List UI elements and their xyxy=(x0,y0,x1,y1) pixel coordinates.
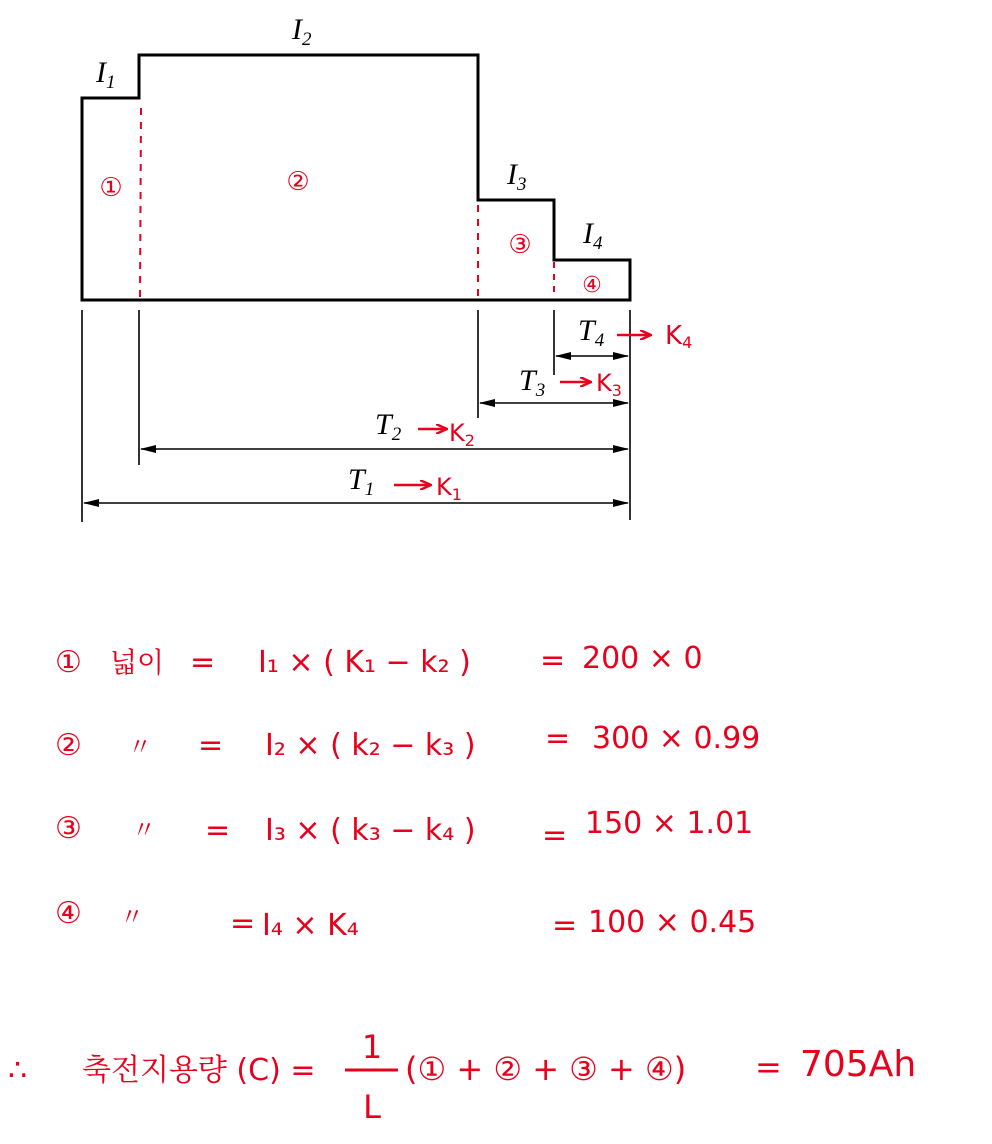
eq3-value: 150 × 1.01 xyxy=(585,806,754,841)
conclusion xyxy=(8,1028,916,1126)
eq4-expr: I₄ × K₄ xyxy=(262,908,359,943)
eq1-expr: I₁ × ( K₁ − k₂ ) xyxy=(258,645,471,680)
eq4-equals-2: = xyxy=(552,908,578,943)
label-i4: $I_4$ xyxy=(583,217,603,254)
eq3-expr: I₃ × ( k₃ − k₄ ) xyxy=(265,813,476,848)
eq2-expr: I₂ × ( k₂ − k₃ ) xyxy=(265,728,476,763)
label-k4: K4 xyxy=(665,321,693,352)
equation-1 xyxy=(55,641,703,680)
label-t4: $T_4$ xyxy=(578,314,605,351)
eq1-name: 넓이 xyxy=(110,646,165,679)
eq3-num: ③ xyxy=(55,811,82,846)
eq1-equals: = xyxy=(190,645,216,680)
eq1-num: ① xyxy=(55,645,82,680)
therefore-symbol: ∴ xyxy=(8,1053,28,1088)
eq2-equals-2: = xyxy=(545,721,571,756)
equation-2 xyxy=(55,721,760,763)
label-t3: $T_3$ xyxy=(519,364,546,401)
eq4-equals: = xyxy=(230,906,256,941)
label-k2: $K_2$ xyxy=(449,419,475,450)
eq2-name: 〃 xyxy=(128,733,152,761)
result-equals: = xyxy=(755,1048,782,1086)
region-sum: (① + ② + ③ + ④) xyxy=(405,1050,687,1088)
eq2-equals: = xyxy=(198,728,224,763)
current-profile-outline xyxy=(82,55,630,300)
fraction-denominator: L xyxy=(363,1088,381,1126)
label-t1: $T_1$ xyxy=(348,463,375,500)
region-2-label: ② xyxy=(286,167,310,197)
label-i3: $I_3$ xyxy=(507,158,527,195)
equation-4 xyxy=(55,896,756,943)
eq4-num: ④ xyxy=(55,896,82,931)
eq4-name: 〃 xyxy=(120,903,144,931)
fraction-numerator: 1 xyxy=(361,1028,383,1066)
divider-1 xyxy=(140,108,141,298)
eq1-value: 200 × 0 xyxy=(582,641,703,676)
eq2-num: ② xyxy=(55,728,82,763)
capacity-result: 705Ah xyxy=(800,1044,917,1085)
label-k1: $K_1$ xyxy=(436,473,462,504)
eq2-value: 300 × 0.99 xyxy=(592,721,761,756)
region-3-label: ③ xyxy=(508,230,532,260)
capacity-label: 축전지용량 (C) = xyxy=(82,1053,316,1088)
eq3-equals-2: = xyxy=(542,818,568,853)
region-1-label: ① xyxy=(99,173,123,203)
eq3-equals: = xyxy=(205,813,231,848)
label-i1: $I_1$ xyxy=(96,56,116,93)
label-k3: $K_3$ xyxy=(596,369,622,400)
label-i2: $I_2$ xyxy=(292,13,312,50)
eq3-name: 〃 xyxy=(132,816,156,844)
region-4-label: ④ xyxy=(582,273,602,298)
eq1-equals-2: = xyxy=(540,643,566,678)
equation-3 xyxy=(55,806,753,853)
label-t2: $T_2$ xyxy=(375,408,402,445)
eq4-value: 100 × 0.45 xyxy=(588,905,757,940)
